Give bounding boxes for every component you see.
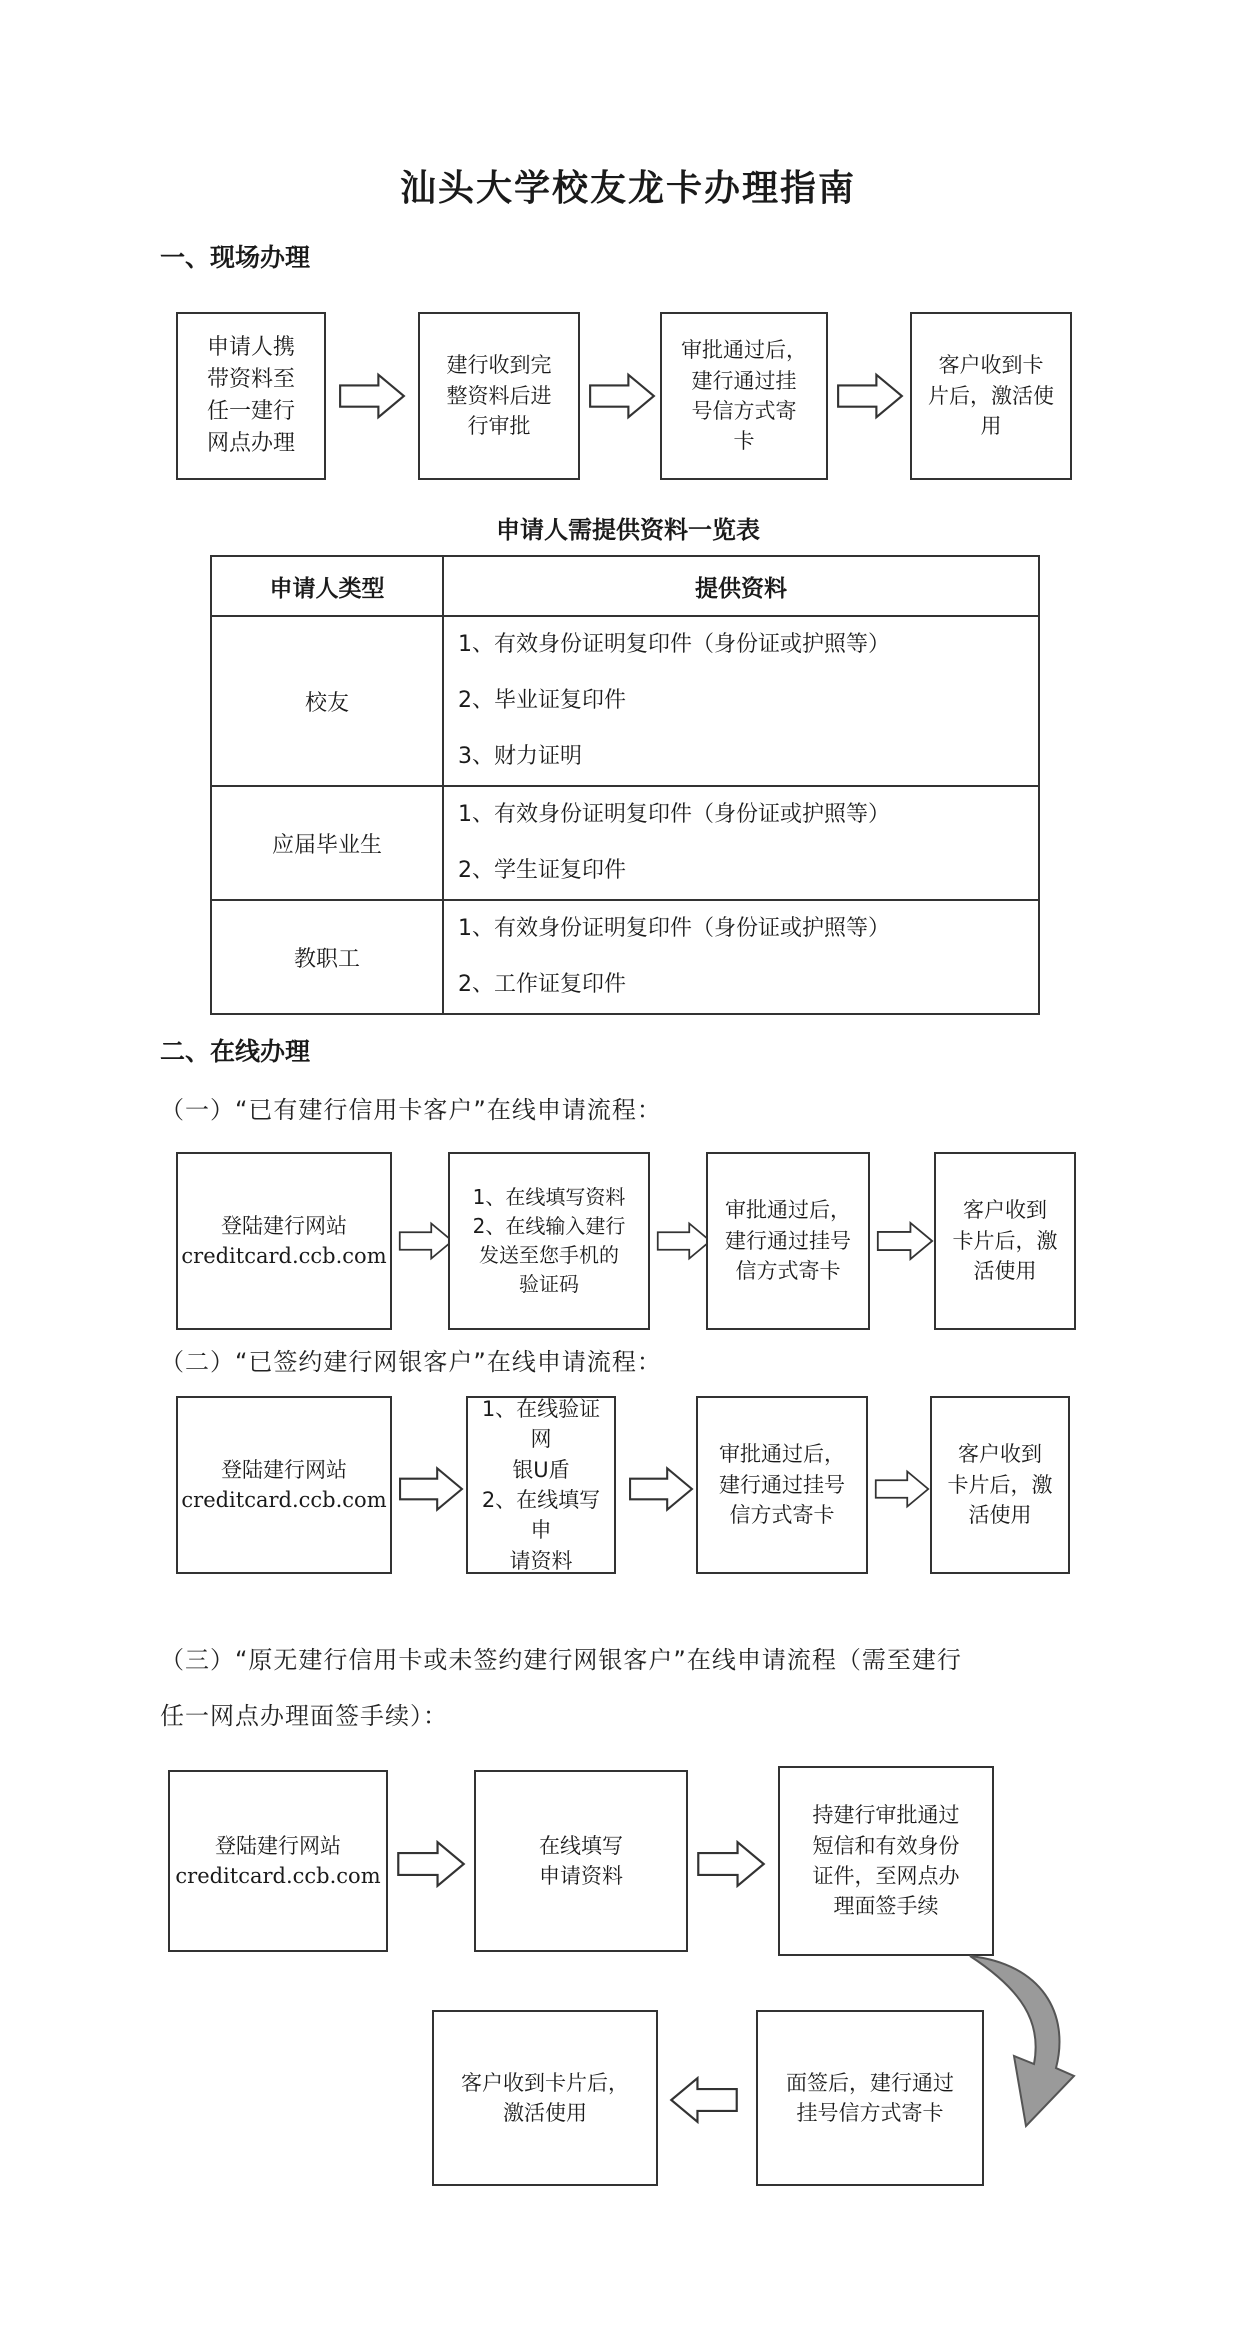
arrow-right-icon [876, 1218, 934, 1264]
materials-cell [443, 900, 1039, 1014]
material-item: 1、有效身份证明复印件（身份证或护照等） [458, 916, 890, 941]
onsite-step-2: 建行收到完 整资料后进 行审批 [418, 312, 580, 480]
flow1-step-2: 1、在线填写资料 2、在线输入建行 发送至您手机的 验证码 [448, 1152, 650, 1330]
arrow-right-icon [398, 1218, 454, 1264]
flow1-step-3: 审批通过后， 建行通过挂号 信方式寄卡 [706, 1152, 870, 1330]
arrow-right-icon [398, 1466, 464, 1512]
material-item: 2、学生证复印件 [458, 858, 626, 883]
header-materials: 提供资料 [443, 556, 1039, 616]
header-applicant-type: 申请人类型 [211, 556, 443, 616]
arrow-right-icon [656, 1218, 712, 1264]
flow3-step-4: 面签后，建行通过 挂号信方式寄卡 [756, 2010, 984, 2186]
flow3-step-3: 持建行审批通过 短信和有效身份 证件，至网点办 理面签手续 [778, 1766, 994, 1956]
arrow-right-icon [696, 1840, 766, 1888]
material-item: 1、有效身份证明复印件（身份证或护照等） [458, 632, 890, 657]
flow1-step-4: 客户收到 卡片后，激 活使用 [934, 1152, 1076, 1330]
flow3-step-1: 登陆建行网站 creditcard.ccb.com [168, 1770, 388, 1952]
flow1-step-1: 登陆建行网站 creditcard.ccb.com [176, 1152, 392, 1330]
flow2-step-3: 审批通过后， 建行通过挂号 信方式寄卡 [696, 1396, 868, 1574]
flow2-label: （二）“已签约建行网银客户”在线申请流程： [160, 1348, 662, 1376]
table-row [211, 786, 1039, 900]
material-item: 2、毕业证复印件 [458, 688, 626, 713]
table-row [211, 900, 1039, 1014]
table-header-row [211, 556, 1039, 616]
applicant-type: 教职工 [211, 900, 443, 1014]
flow3-step-2: 在线填写 申请资料 [474, 1770, 688, 1952]
flow3-step-5: 客户收到卡片后， 激活使用 [432, 2010, 658, 2186]
arrow-right-icon [874, 1466, 930, 1512]
arrow-right-icon [588, 372, 656, 420]
flow1-label: （一）“已有建行信用卡客户”在线申请流程： [160, 1096, 662, 1124]
section2-heading: 二、在线办理 [160, 1037, 311, 1066]
flow3-label-line1: （三）“原无建行信用卡或未签约建行网银客户”在线申请流程（需至建行 [160, 1646, 962, 1674]
table-caption: 申请人需提供资料一览表 [496, 516, 760, 544]
section1-heading: 一、现场办理 [160, 243, 311, 272]
arrow-right-icon [628, 1466, 694, 1512]
materials-cell [443, 786, 1039, 900]
table-row [211, 616, 1039, 786]
applicant-type: 应届毕业生 [211, 786, 443, 900]
material-item: 3、财力证明 [458, 744, 582, 769]
flow3-label-line2: 任一网点办理面签手续）： [160, 1702, 448, 1730]
flow2-step-1: 登陆建行网站 creditcard.ccb.com [176, 1396, 392, 1574]
onsite-step-4: 客户收到卡 片后，激活使 用 [910, 312, 1072, 480]
flow2-step-2: 1、在线验证网 银U盾 2、在线填写申 请资料 [466, 1396, 616, 1574]
onsite-step-3: 审批通过后， 建行通过挂 号信方式寄 卡 [660, 312, 828, 480]
material-item: 1、有效身份证明复印件（身份证或护照等） [458, 802, 890, 827]
arrow-right-icon [338, 372, 406, 420]
arrow-right-icon [836, 372, 904, 420]
arrow-right-icon [396, 1840, 466, 1888]
arrow-left-icon [664, 2076, 744, 2124]
applicant-type: 校友 [211, 616, 443, 786]
flow2-step-4: 客户收到 卡片后，激 活使用 [930, 1396, 1070, 1574]
materials-cell [443, 616, 1039, 786]
onsite-step-1: 申请人携 带资料至 任一建行 网点办理 [176, 312, 326, 480]
materials-table [210, 555, 1040, 1015]
material-item: 2、工作证复印件 [458, 972, 626, 997]
page-title: 汕头大学校友龙卡办理指南 [399, 168, 856, 209]
